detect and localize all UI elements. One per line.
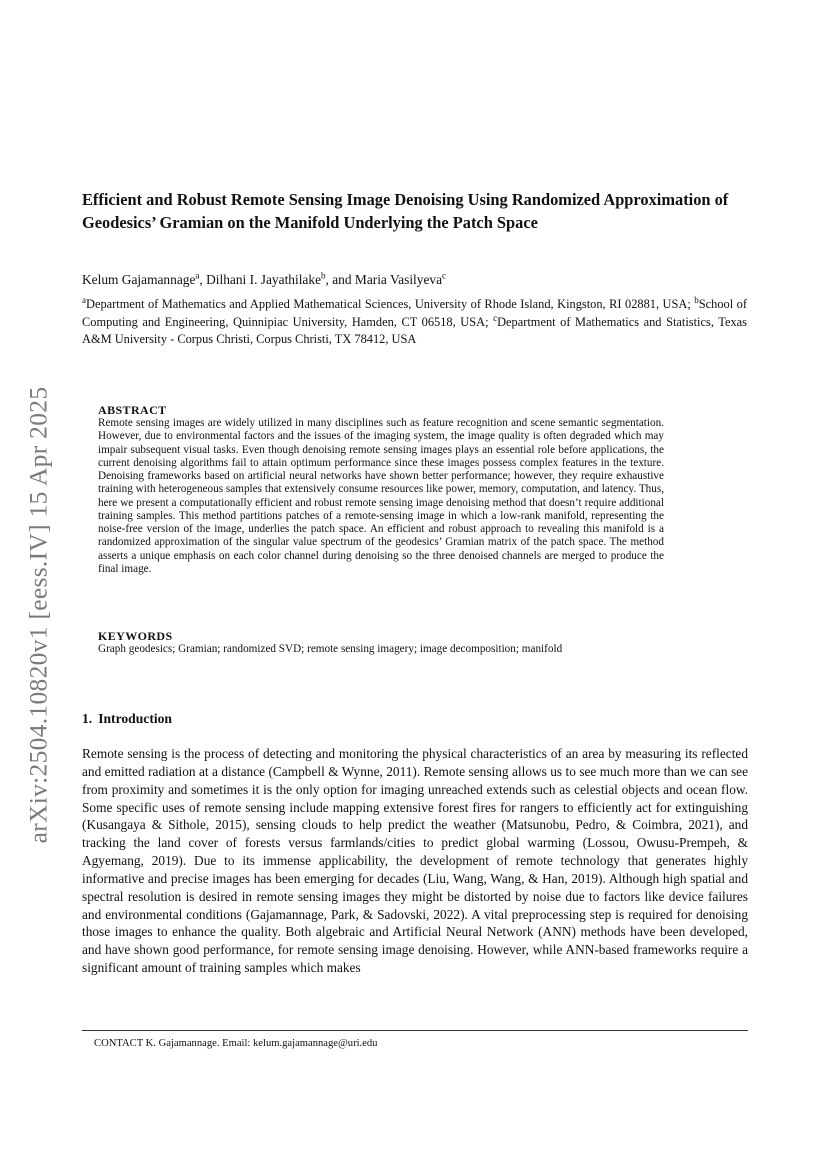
- affiliations: [82, 296, 747, 349]
- section-number: 1.: [82, 711, 93, 726]
- keywords-section: [98, 629, 664, 656]
- author-affiliation-mark: a: [195, 270, 200, 281]
- arxiv-identifier-text: arXiv:2504.10820v1 [eess.IV] 15 Apr 2025: [23, 386, 52, 844]
- author-name: Dilhani I. Jayathilake: [206, 272, 322, 287]
- keywords-heading: KEYWORDS: [98, 629, 173, 643]
- contact-footnote: CONTACT K. Gajamannage. Email: kelum.gajamannage@uri.edu: [94, 1038, 378, 1049]
- abstract-section: [98, 403, 664, 576]
- introduction-paragraph: Remote sensing is the process of detecting and monitoring the physical characteristics of an area by measuring its reflected and emitted radiation at a distance (Campbell & Wynne, 2011). Remote sensing allows us to see much more than we can see from proximity and sometimes it is the only option for imaging unreached extends such as celestial objects and ocean flow. Some specific uses of remote sensing include mapping extensive forest fires for rangers to efficiently act for extinguishing (Kusangaya & Sithole, 2015), sensing clouds to help predict the weather (Matsunobu, Pedro, & Coimbra, 2021), and tracking the land cover of forests versus farmlands/cities to predict global warming (Lossou, Owusu-Prempeh, & Agyemang, 2019). Due to its immense applicability, the development of remote technology that generates highly informative and precise images has been emerging for decades (Liu, Wang, Wang, & Han, 2019). Although high spatial and spectral resolution is desired in remote sensing images they might be distorted by noise due to factors like device failures and environmental conditions (Gajamannage, Park, & Sadovski, 2022). A vital preprocessing step is required for denoising those images to enhance the quality. Both algebraic and Artificial Neural Network (ANN) methods have been developed, and have shown good performance, for remote sensing image denoising. However, while ANN-based frameworks require a significant amount of training samples which makes: [82, 746, 748, 976]
- section-heading-introduction: [82, 710, 172, 728]
- author-name: Kelum Gajamannage: [82, 272, 196, 287]
- affiliation-text: Department of Mathematics and Applied Mathematical Sciences, University of Rhode Island, Kingston, RI 02881, USA;: [86, 297, 695, 311]
- author-separator: , and: [325, 272, 355, 287]
- affiliation-text: School of Computing and Engineering, Quinnipiac University, Hamden, CT 06518, USA;: [82, 297, 747, 329]
- affiliation-text: Department of Mathematics and Statistics, Texas A&M University - Corpus Christi, Corpus Christi, TX 78412, USA: [82, 314, 747, 347]
- affiliation-mark: c: [493, 312, 498, 323]
- arxiv-identifier-stamp: [8, 360, 68, 870]
- author-affiliation-mark: c: [442, 270, 447, 281]
- author-list: [82, 271, 752, 289]
- footnote-divider: [82, 1030, 748, 1031]
- keywords-text: Graph geodesics; Gramian; randomized SVD; remote sensing imagery; image decomposition; manifold: [98, 643, 563, 655]
- section-title: Introduction: [98, 711, 172, 726]
- abstract-heading: ABSTRACT: [98, 403, 167, 417]
- affiliation-mark: a: [82, 294, 86, 305]
- author-name: Maria Vasilyeva: [354, 272, 443, 287]
- author-affiliation-mark: b: [321, 270, 326, 281]
- abstract-text: Remote sensing images are widely utilized in many disciplines such as feature recognition and scene semantic segmentation. However, due to environmental factors and the issues of the imaging system, the image quality is often degraded which may impair subsequent visual tasks. Even though denoising remote sensing images plays an essential role before applications, the current denoising algorithms fail to attain optimum performance since these images possess complex features in the texture. Denoising frameworks based on artificial neural networks have shown better performance; however, they require exhaustive training with heterogeneous samples that extensively consume resources like power, memory, computation, and latency. Thus, here we present a computationally efficient and robust remote sensing image denoising method that doesn’t require additional training samples. This method partitions patches of a remote-sensing image in which a low-rank manifold, representing the noise-free version of the image, underlies the patch space. An efficient and robust approach to revealing this manifold is a randomized approximation of the singular value spectrum of the geodesics’ Gramian matrix of the patch space. The method asserts a unique emphasis on each color channel during denoising so the three denoised channels are merged to produce the final image.: [98, 417, 664, 575]
- paper-title: Efficient and Robust Remote Sensing Image Denoising Using Randomized Approximation of Geodesics’ Gramian on the Manifold Underlying the Patch Space: [82, 190, 729, 232]
- author-separator: ,: [199, 272, 207, 287]
- affiliation-mark: b: [694, 294, 699, 305]
